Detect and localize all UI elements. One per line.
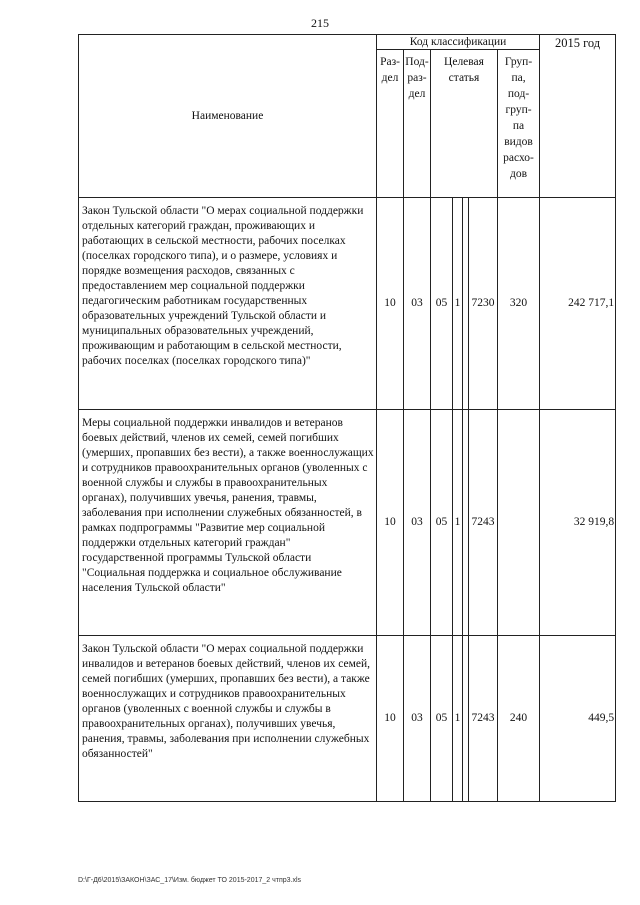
- row-target-part-2: 1: [453, 636, 463, 802]
- header-year: 2015 год: [540, 35, 616, 198]
- header-section: Раз- дел: [377, 50, 404, 198]
- header-row-top: [79, 35, 616, 50]
- row-target-part-1: 05: [431, 410, 453, 636]
- row-subsection: 03: [404, 636, 431, 802]
- row-subsection: 03: [404, 410, 431, 636]
- row-expense-group: 240: [498, 636, 540, 802]
- budget-table: [78, 34, 616, 802]
- table-row: [79, 410, 616, 636]
- header-expense-group: Груп- па, под- груп- па видов расхо- дов: [498, 50, 540, 198]
- row-subsection: 03: [404, 198, 431, 410]
- row-expense-group: 320: [498, 198, 540, 410]
- header-subsection: Под- раз- дел: [404, 50, 431, 198]
- row-amount: 242 717,1: [540, 198, 616, 410]
- header-name: Наименование: [79, 35, 377, 198]
- page-number: 215: [311, 16, 329, 30]
- row-name: Закон Тульской области "О мерах социальной поддержки инвалидов и ветеранов боевых действий, членов их семей, семей погибших (умерших, пропавших без вести), а также военнослужащих и сотрудников правоохранительных органов (уволенных с военной службы и службы в правоохранительных органах), получивших увечья, ранения, травмы, заболевания при исполнении служебных обязанностей": [79, 636, 377, 802]
- row-section: 10: [377, 636, 404, 802]
- row-target-part-1: 05: [431, 636, 453, 802]
- row-expense-group: [498, 410, 540, 636]
- row-target-part-4: 7243: [469, 636, 498, 802]
- table-row: [79, 636, 616, 802]
- row-amount: 449,5: [540, 636, 616, 802]
- row-target-part-1: 05: [431, 198, 453, 410]
- row-name: Закон Тульской области "О мерах социальной поддержки отдельных категорий граждан, проживающих и работающих в сельской местности, рабочих поселках (поселках городского типа), и о размере, условиях и порядке возмещения расходов, связанных с предоставлением мер социальной поддержки педагогическим работникам государственных образовательных учреждений Тульской области и муниципальных образовательных учреждений, проживающим и работающим в сельской местности, рабочих поселках (поселках городского типа)": [79, 198, 377, 410]
- row-amount: 32 919,8: [540, 410, 616, 636]
- row-target-part-4: 7230: [469, 198, 498, 410]
- header-target-article: Целевая статья: [431, 50, 498, 198]
- footer-file-path: D:\Г-Д6\2015\ЗАКОН\ЗАС_17\Изм. бюджет ТО 2015-2017_2 чтпр3.xls: [78, 877, 302, 884]
- row-section: 10: [377, 410, 404, 636]
- header-classification-code: Код классификации: [377, 35, 540, 50]
- row-target-part-4: 7243: [469, 410, 498, 636]
- row-target-part-2: 1: [453, 198, 463, 410]
- row-section: 10: [377, 198, 404, 410]
- row-name: Меры социальной поддержки инвалидов и ветеранов боевых действий, членов их семей, семей погибших (умерших, пропавших без вести), а также военнослужащих и сотрудников правоохранительных органов (уволенных с военной службы и службы в правоохранительных органах), получивших увечья, ранения, травмы, заболевания при исполнении служебных обязанностей, в рамках подпрограммы "Развитие мер социальной поддержки отдельных категорий граждан" государственной программы Тульской области "Социальная поддержка и социальное обслуживание населения Тульской области": [79, 410, 377, 636]
- table-row: [79, 198, 616, 410]
- row-target-part-2: 1: [453, 410, 463, 636]
